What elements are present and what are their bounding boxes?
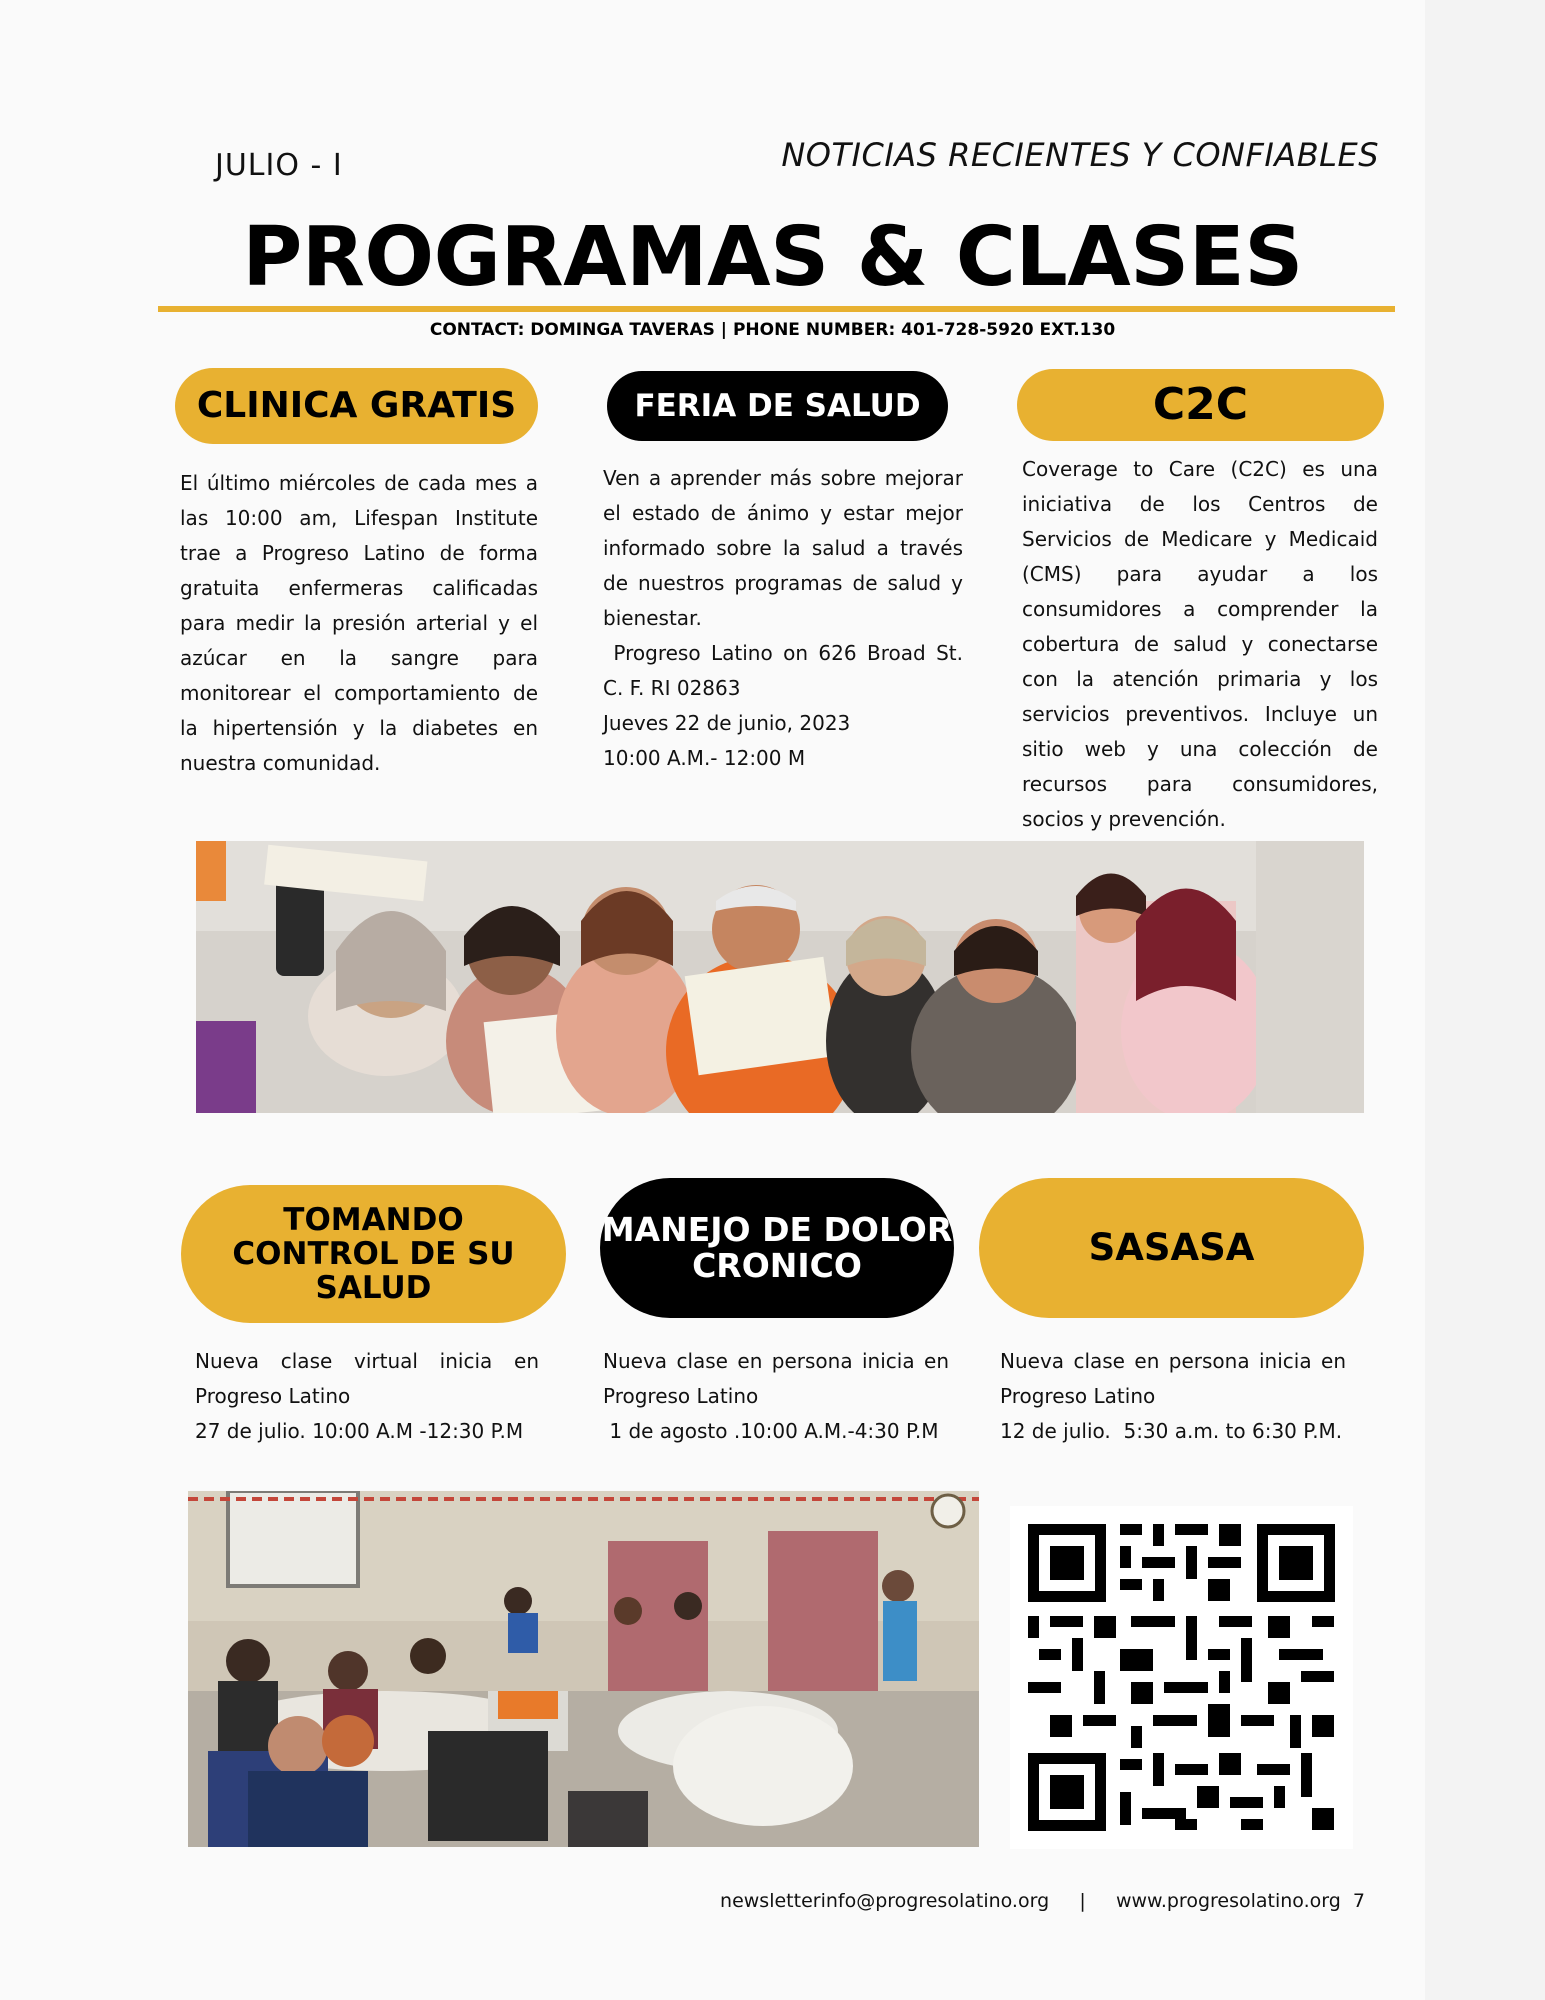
tomando-date: 27 de julio. 10:00 A.M -12:30 P.M xyxy=(195,1419,524,1443)
page-number: 7 xyxy=(1352,1890,1365,1912)
qr-code[interactable] xyxy=(1010,1506,1353,1849)
feria-de-salud-text xyxy=(603,461,970,776)
tomando-description: Nueva clase virtual inicia en Progreso Latino xyxy=(195,1349,539,1408)
sasasa-heading xyxy=(979,1178,1364,1318)
footer-separator: | xyxy=(1079,1890,1086,1912)
manejo-dolor-text xyxy=(603,1344,949,1449)
issue-label: JULIO - I xyxy=(215,148,343,183)
sasasa-heading-line-1: SASASA xyxy=(1088,1225,1255,1269)
tomando-control-heading xyxy=(181,1185,566,1323)
footer xyxy=(720,1890,1365,1912)
sasasa-description: Nueva clase en persona inicia en Progreso Latino xyxy=(1000,1349,1346,1408)
feria-address: Progreso Latino on 626 Broad St. C. F. RI 02863 xyxy=(603,641,970,700)
c2c-heading: C2C xyxy=(1017,369,1384,441)
tomando-heading-line-1: TOMANDO xyxy=(283,1201,464,1238)
clinica-gratis-heading: CLINICA GRATIS xyxy=(175,368,538,444)
footer-website[interactable]: www.progresolatino.org xyxy=(1115,1890,1341,1912)
feria-description: Ven a aprender más sobre mejorar el estado de ánimo y estar mejor informado sobre la salud a través de nuestros programas de salud y bienestar. xyxy=(603,466,963,630)
page-title: PROGRAMAS & CLASES xyxy=(242,210,1303,305)
tomando-control-text xyxy=(195,1344,539,1449)
sasasa-text xyxy=(1000,1344,1346,1449)
feria-de-salud-heading: FERIA DE SALUD xyxy=(607,371,948,441)
clinica-gratis-text xyxy=(180,466,538,781)
clinica-gratis-paragraph: El último miércoles de cada mes a las 10:00 am, Lifespan Institute trae a Progreso Latino de forma gratuita enfermeras calificadas para medir la presión arterial y el azúcar en la sangre para monitorear el comportamiento de la hipertensión y la diabetes en nuestra comunidad. xyxy=(180,471,538,775)
title-underline xyxy=(158,306,1395,312)
sasasa-date: 12 de julio. 5:30 a.m. to 6:30 P.M. xyxy=(1000,1419,1343,1443)
manejo-dolor-heading xyxy=(600,1178,954,1318)
feria-date: Jueves 22 de junio, 2023 xyxy=(603,711,851,735)
manejo-description: Nueva clase en persona inicia en Progreso Latino xyxy=(603,1349,949,1408)
manejo-date: 1 de agosto .10:00 A.M.-4:30 P.M xyxy=(603,1419,939,1443)
feria-time: 10:00 A.M.- 12:00 M xyxy=(603,746,806,770)
manejo-heading-line-1: MANEJO DE DOLOR xyxy=(601,1209,953,1249)
tagline: NOTICIAS RECIENTES Y CONFIABLES xyxy=(781,136,1379,174)
group-certificates-photo xyxy=(196,841,1364,1113)
tomando-heading-line-3: SALUD xyxy=(315,1270,432,1307)
c2c-paragraph: Coverage to Care (C2C) es una iniciativa de los Centros de Servicios de Medicare y Medicaid (CMS) para ayudar a los consumidores a comprender la cobertura de salud y conectarse con la atención primaria y los servicios preventivos. Incluye un sitio web y una colección de recursos para consumidores, socios y prevención. xyxy=(1022,457,1378,831)
classroom-photo xyxy=(188,1491,979,1847)
c2c-text xyxy=(1022,452,1378,837)
manejo-heading-line-2: CRONICO xyxy=(692,1246,862,1285)
footer-email[interactable]: newsletterinfo@progresolatino.org xyxy=(720,1890,1050,1912)
contact-line: CONTACT: DOMINGA TAVERAS | PHONE NUMBER: 401-728-5920 EXT.130 xyxy=(429,320,1116,340)
tomando-heading-line-2: CONTROL DE SU xyxy=(232,1235,515,1272)
